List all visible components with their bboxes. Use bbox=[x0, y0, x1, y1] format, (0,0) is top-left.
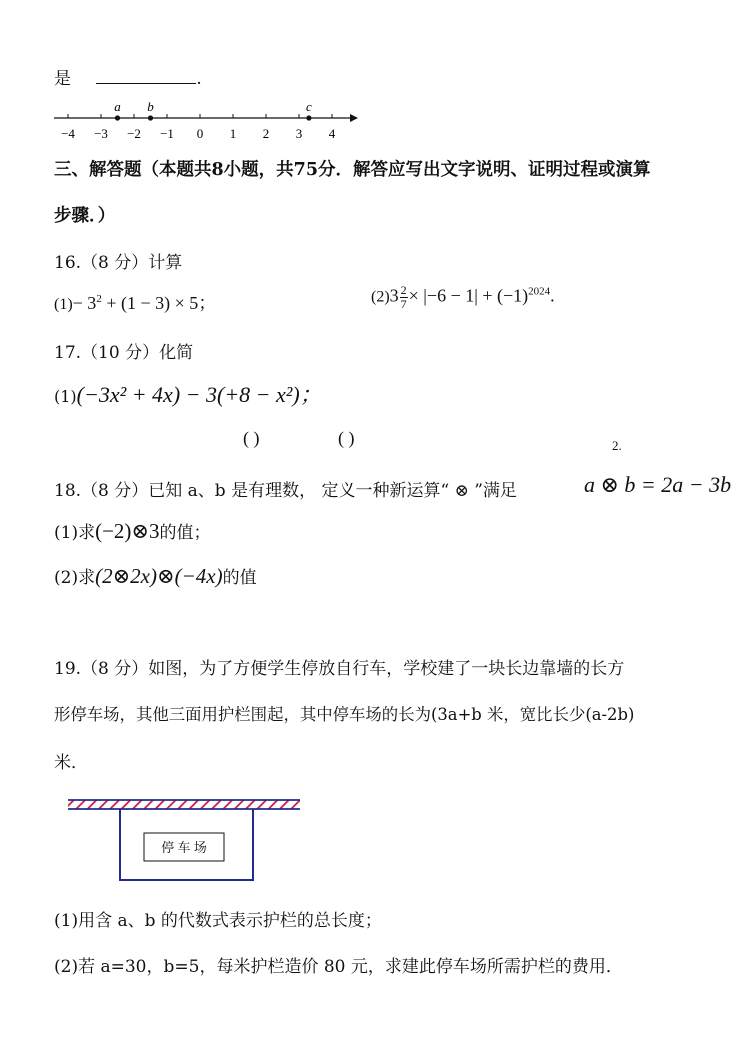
fill-blank-suffix: . bbox=[196, 69, 202, 89]
number-line-tick-label: 3 bbox=[295, 126, 303, 141]
q16-part2-label: (2) bbox=[371, 288, 390, 306]
q16-part1-label: (1) bbox=[54, 296, 73, 313]
number-line-tick-label: −1 bbox=[160, 126, 174, 141]
q19-part2: (2)若 a=30，b=5，每米护栏造价 80 元，求建此停车场所需护栏的费用． bbox=[54, 957, 623, 977]
q18-title: 18.（8 分）已知 a、b 是有理数， 定义一种新运算“ ⊗ ”满足 bbox=[54, 481, 517, 501]
q16-part1-expr: − 3 bbox=[72, 293, 97, 313]
section-heading-line2: 步骤．） bbox=[54, 206, 116, 226]
q18-part1-tail: 的值； bbox=[159, 523, 211, 543]
q16-part2 bbox=[371, 284, 555, 311]
q18-part2-tail: 的值 bbox=[222, 568, 257, 588]
number-line-tick-label: 2 bbox=[262, 126, 270, 141]
q17-part1-expr: (−3x² + 4x) − 3(+8 − x²)； bbox=[76, 382, 322, 407]
q18-part1 bbox=[54, 518, 211, 544]
number-line-point-label: c bbox=[306, 99, 312, 114]
number-line-tick-label: 4 bbox=[328, 126, 336, 141]
wall-hatching bbox=[68, 800, 300, 809]
answer-blank bbox=[96, 67, 196, 84]
q16-fraction-numerator: 2 bbox=[400, 283, 407, 297]
q16-fraction-denominator: 7 bbox=[400, 297, 407, 311]
q18-rule: a ⊗ b = 2a − 3b bbox=[584, 472, 732, 497]
fill-blank-line bbox=[54, 64, 202, 89]
q18-part1-label: (1)求 bbox=[54, 523, 96, 543]
parking-sign-label: 停 车 场 bbox=[161, 840, 207, 855]
q17-title: 17.（10 分）化简 bbox=[54, 343, 194, 363]
q19-part1: (1)用含 a、b 的代数式表示护栏的总长度； bbox=[54, 911, 382, 931]
q16-part2-end: . bbox=[550, 285, 555, 306]
q16-part2-rest: × |−6 − 1| + (−1) bbox=[408, 285, 529, 306]
number-line-point-label: b bbox=[147, 99, 154, 114]
section-heading-line1: 三、解答题（本题共8小题，共75分．解答应写出文字说明、证明过程或演算 bbox=[54, 160, 651, 180]
q17-part2-tail: 2. bbox=[612, 438, 622, 453]
q19-line1: 19.（8 分）如图，为了方便学生停放自行车，学校建了一块长边靠墙的长方 bbox=[54, 659, 625, 679]
number-line-point-a bbox=[115, 115, 120, 120]
q16-part1-rest: + (1 − 3) × 5； bbox=[106, 293, 217, 313]
number-line-point-label: a bbox=[114, 99, 121, 114]
q17-part2-paren-left: ( ) bbox=[243, 428, 260, 448]
number-line-point-b bbox=[148, 115, 153, 120]
number-line-tick-label: −4 bbox=[61, 126, 75, 141]
number-line-tick-label: −2 bbox=[127, 126, 141, 141]
q16-part2-whole: 3 bbox=[389, 285, 399, 306]
q18-part2-expr: (2⊗2x)⊗(−4x) bbox=[95, 564, 223, 588]
q18-part2 bbox=[54, 563, 257, 589]
q16-part1 bbox=[54, 289, 216, 315]
q18-part1-expr: (−2)⊗3 bbox=[95, 519, 160, 543]
q16-title: 16.（8 分）计算 bbox=[54, 253, 183, 273]
parking-lot-figure bbox=[60, 790, 310, 890]
q16-part2-exp: 2024 bbox=[528, 285, 551, 298]
q19-line2: 形停车场，其他三面用护栏围起，其中停车场的长为(3a+b 米，宽比长少(a-2b) bbox=[54, 705, 635, 724]
q16-part2-fraction bbox=[400, 284, 408, 311]
number-line bbox=[50, 96, 370, 146]
q17-part2-paren-right: ( ) bbox=[338, 428, 355, 448]
q18-part2-label: (2)求 bbox=[54, 568, 96, 588]
number-line-point-c bbox=[306, 115, 311, 120]
q19-line3: 米． bbox=[54, 753, 88, 773]
q17-part1-label: (1) bbox=[54, 387, 77, 406]
number-line-tick-label: −3 bbox=[94, 126, 108, 141]
number-line-tick-label: 1 bbox=[229, 126, 237, 141]
fill-blank-prefix: 是 bbox=[54, 69, 71, 89]
q16-part1-exp: 2 bbox=[96, 293, 102, 305]
q17-part1 bbox=[54, 378, 322, 409]
number-line-tick-label: 0 bbox=[196, 126, 204, 141]
number-line-arrow bbox=[350, 114, 358, 122]
